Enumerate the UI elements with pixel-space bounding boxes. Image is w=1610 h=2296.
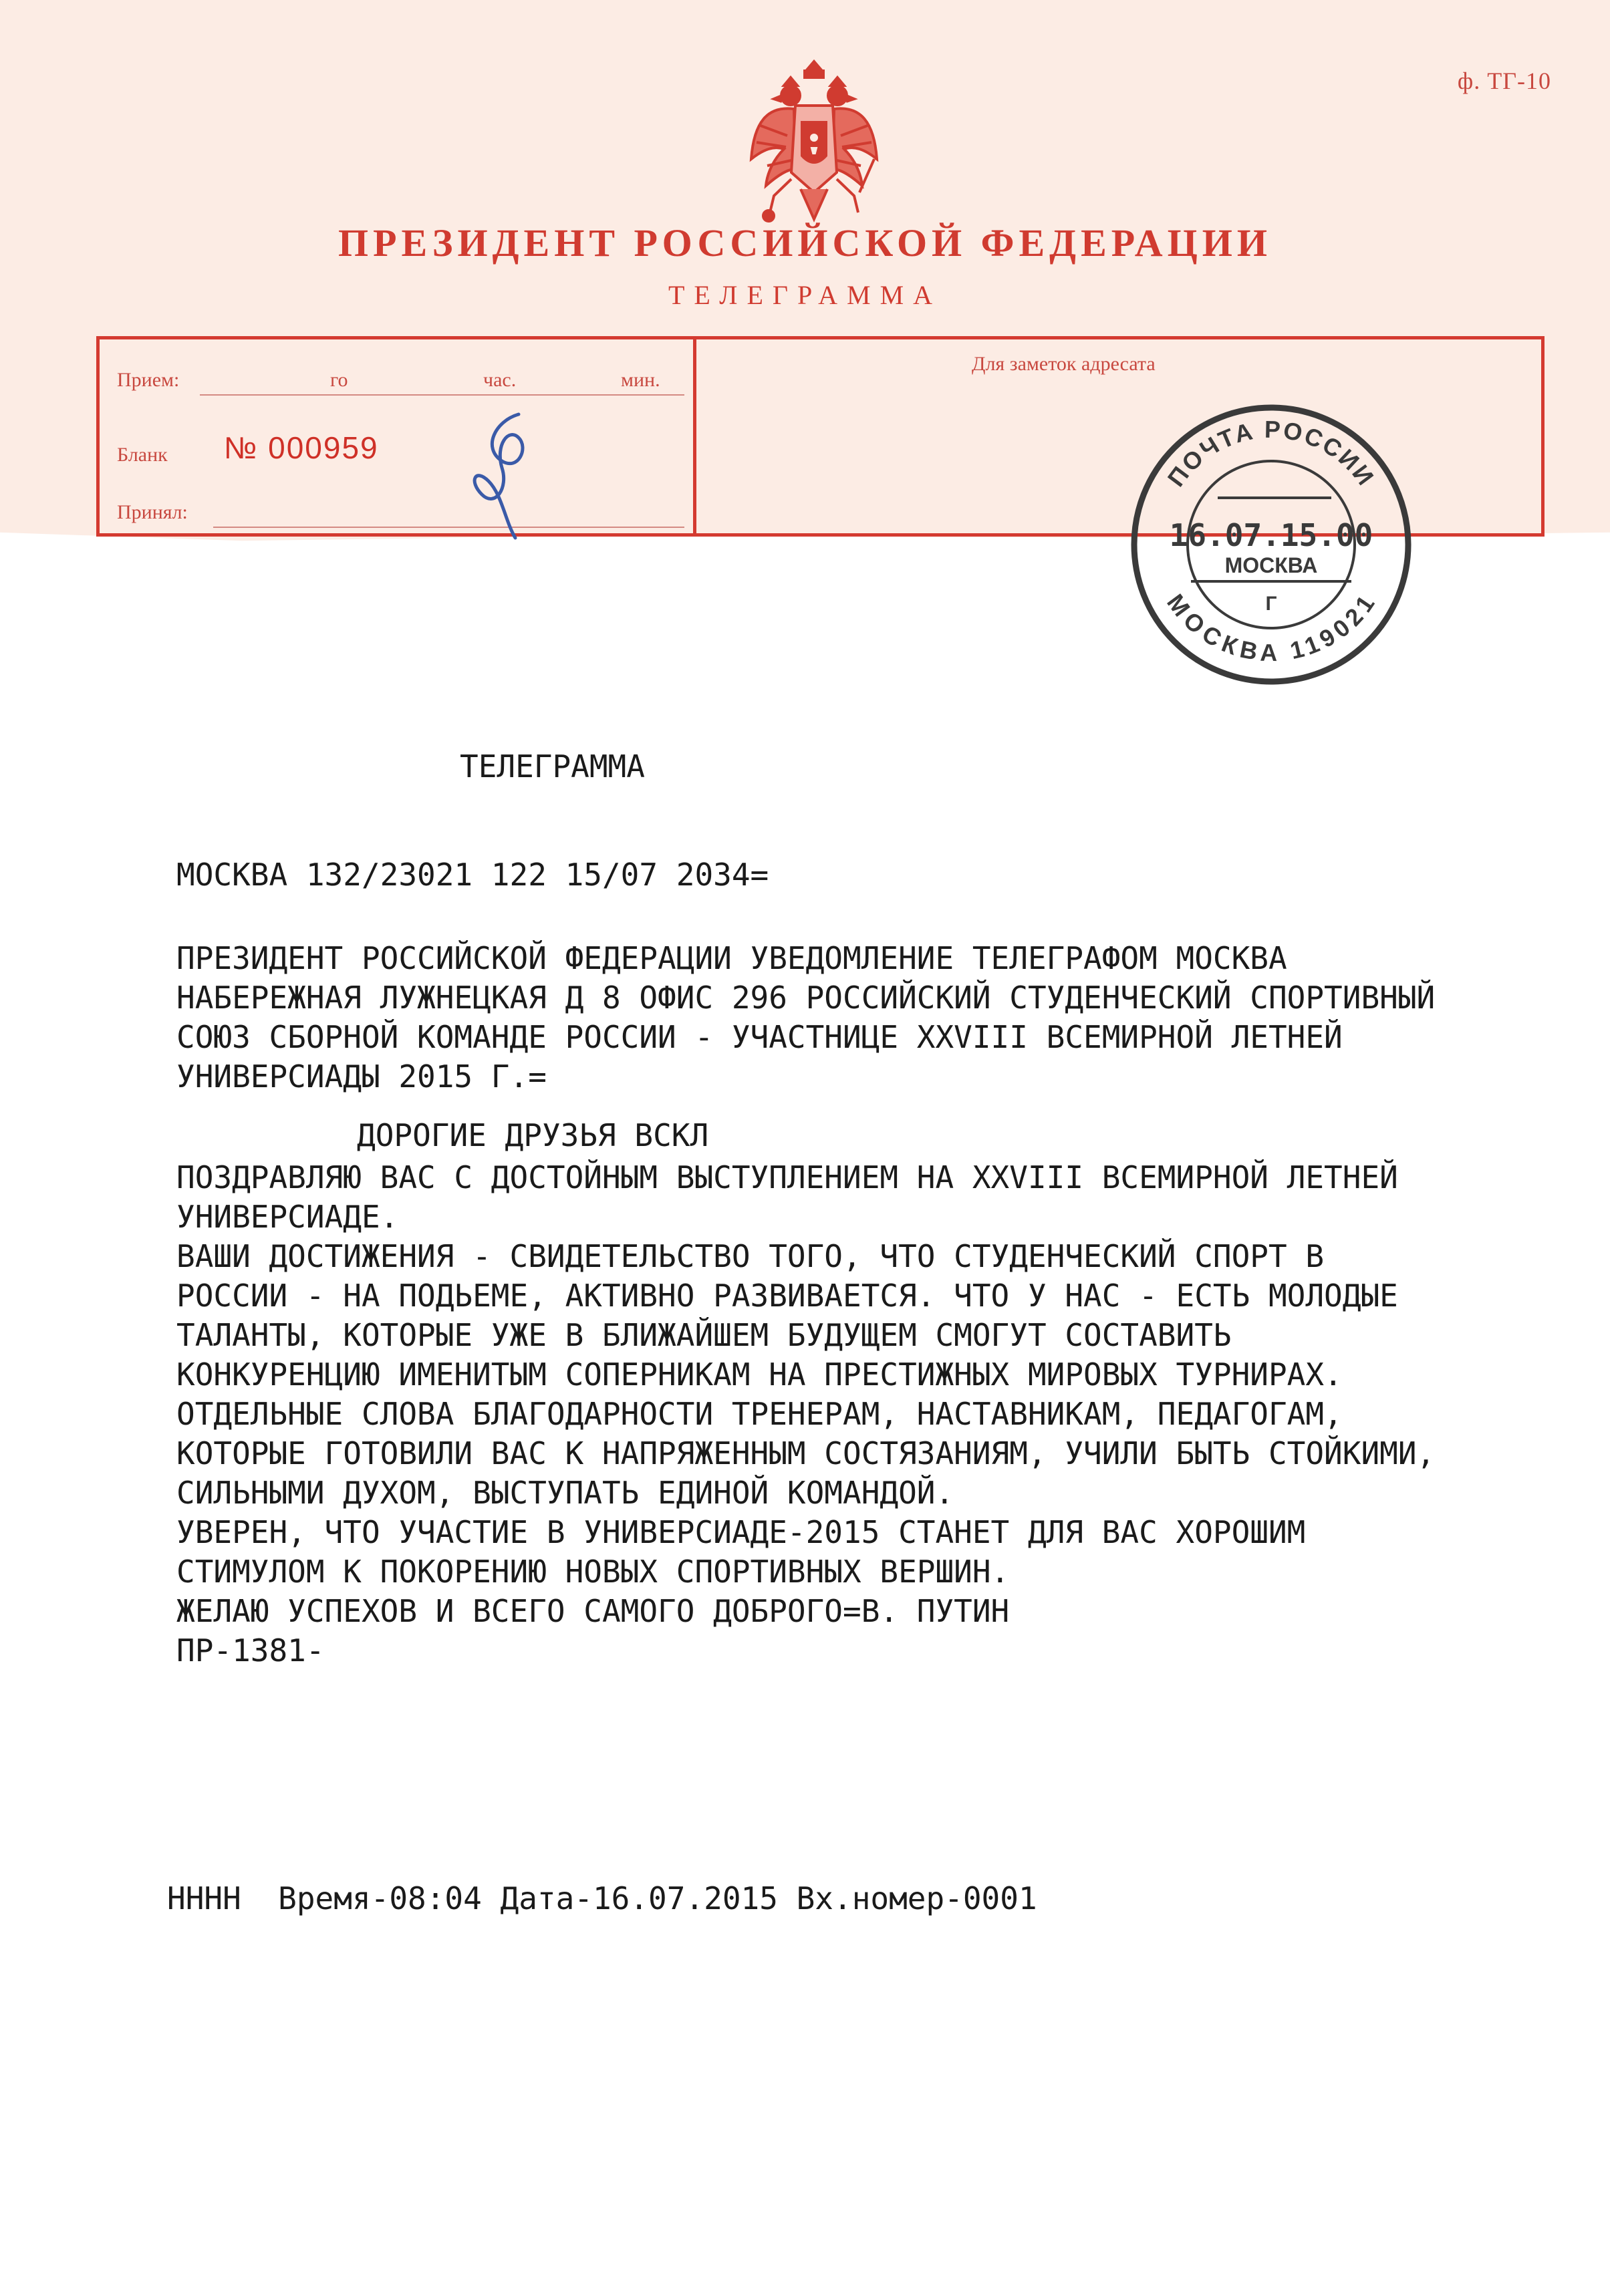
address-line: ПРЕЗИДЕНТ РОССИЙСКОЙ ФЕДЕРАЦИИ УВЕДОМЛЕНИЕ ТЕЛЕГРАФОМ МОСКВА <box>176 940 1287 976</box>
blank-label: Бланк <box>117 444 168 466</box>
message-line: ПР-1381- <box>176 1632 325 1669</box>
coat-of-arms-emblem <box>747 59 881 226</box>
message-line: ТАЛАНТЫ, КОТОРЫЕ УЖЕ В БЛИЖАЙШЕМ БУДУЩЕМ СМОГУТ СОСТАВИТЬ <box>176 1317 1232 1353</box>
form-divider <box>693 339 696 533</box>
svg-text:ПОЧТА РОССИИ <box>1162 416 1381 492</box>
address-line: СОЮЗ СБОРНОЙ КОМАНДЕ РОССИИ - УЧАСТНИЦЕ XXVIII ВСЕМИРНОЙ ЛЕТНЕЙ <box>176 1019 1343 1055</box>
message-line: ОТДЕЛЬНЫЕ СЛОВА БЛАГОДАРНОСТИ ТРЕНЕРАМ, НАСТАВНИКАМ, ПЕДАГОГАМ, <box>176 1396 1343 1432</box>
form-title: ПРЕЗИДЕНТ РОССИЙСКОЙ ФЕДЕРАЦИИ <box>338 221 1272 265</box>
address-line: УНИВЕРСИАДЫ 2015 Г.= <box>176 1058 547 1095</box>
message-line: КОТОРЫЕ ГОТОВИЛИ ВАС К НАПРЯЖЕННЫМ СОСТЯЗАНИЯМ, УЧИЛИ БЫТЬ СТОЙКИМИ, <box>176 1435 1436 1471</box>
telegram-route: МОСКВА 132/23021 122 15/07 2034= <box>176 857 769 893</box>
telegram-greeting: ДОРОГИЕ ДРУЗЬЯ ВСКЛ <box>357 1117 709 1153</box>
form-subtitle: ТЕЛЕГРАММА <box>668 280 942 310</box>
notes-label: Для заметок адресата <box>972 353 1156 375</box>
message-line: РОССИИ - НА ПОДЬЕМЕ, АКТИВНО РАЗВИВАЕТСЯ. ЧТО У НАС - ЕСТЬ МОЛОДЫЕ <box>176 1278 1398 1314</box>
message-line: УНИВЕРСИАДЕ. <box>176 1199 399 1235</box>
hour-label: час. <box>483 369 517 391</box>
postmark-letter: Г <box>1265 593 1277 615</box>
telegram-footer: НННН Время-08:04 Дата-16.07.2015 Вх.номер-0001 <box>167 1880 1037 1916</box>
telegram-address <box>176 939 1435 1097</box>
blank-number: № 000959 <box>224 430 379 465</box>
postmark-top-text: ПОЧТА РОССИИ <box>1162 415 1381 492</box>
message-line: СТИМУЛОМ К ПОКОРЕНИЮ НОВЫХ СПОРТИВНЫХ ВЕРШИН. <box>176 1554 1010 1590</box>
double-headed-eagle-icon <box>747 59 881 226</box>
accepted-underline <box>213 527 684 528</box>
handwritten-signature <box>455 408 555 548</box>
day-label: го <box>330 369 348 391</box>
received-underline <box>200 394 684 396</box>
message-line: ЖЕЛАЮ УСПЕХОВ И ВСЕГО САМОГО ДОБРОГО=В. ПУТИН <box>176 1593 1010 1629</box>
message-line: ПОЗДРАВЛЯЮ ВАС С ДОСТОЙНЫМ ВЫСТУПЛЕНИЕМ НА XXVIII ВСЕМИРНОЙ ЛЕТНЕЙ <box>176 1159 1398 1195</box>
postmark-date: 16.07.15.00 <box>1169 517 1373 553</box>
postmark-city: МОСКВА <box>1224 553 1318 577</box>
telegram-message <box>176 1158 1435 1671</box>
postmark-stamp <box>1117 398 1425 692</box>
message-line: ВАШИ ДОСТИЖЕНИЯ - СВИДЕТЕЛЬСТВО ТОГО, ЧТО СТУДЕНЧЕСКИЙ СПОРТ В <box>176 1238 1325 1274</box>
message-line: УВЕРЕН, ЧТО УЧАСТИЕ В УНИВЕРСИАДЕ-2015 СТАНЕТ ДЛЯ ВАС ХОРОШИМ <box>176 1514 1306 1550</box>
minute-label: мин. <box>621 369 660 391</box>
form-code: ф. ТГ-10 <box>1457 67 1551 94</box>
message-line: СИЛЬНЫМИ ДУХОМ, ВЫСТУПАТЬ ЕДИНОЙ КОМАНДОЙ. <box>176 1475 954 1511</box>
accepted-label: Принял: <box>117 501 188 523</box>
telegram-header: ТЕЛЕГРАММА <box>460 748 645 784</box>
address-line: НАБЕРЕЖНАЯ ЛУЖНЕЦКАЯ Д 8 ОФИС 296 РОССИЙСКИЙ СТУДЕНЧЕСКИЙ СПОРТИВНЫЙ <box>176 980 1436 1016</box>
received-label: Прием: <box>117 369 180 391</box>
postmark-bottom-text: МОСКВА 119021 <box>1162 589 1381 667</box>
message-line: КОНКУРЕНЦИЮ ИМЕНИТЫМ СОПЕРНИКАМ НА ПРЕСТИЖНЫХ МИРОВЫХ ТУРНИРАХ. <box>176 1356 1343 1393</box>
